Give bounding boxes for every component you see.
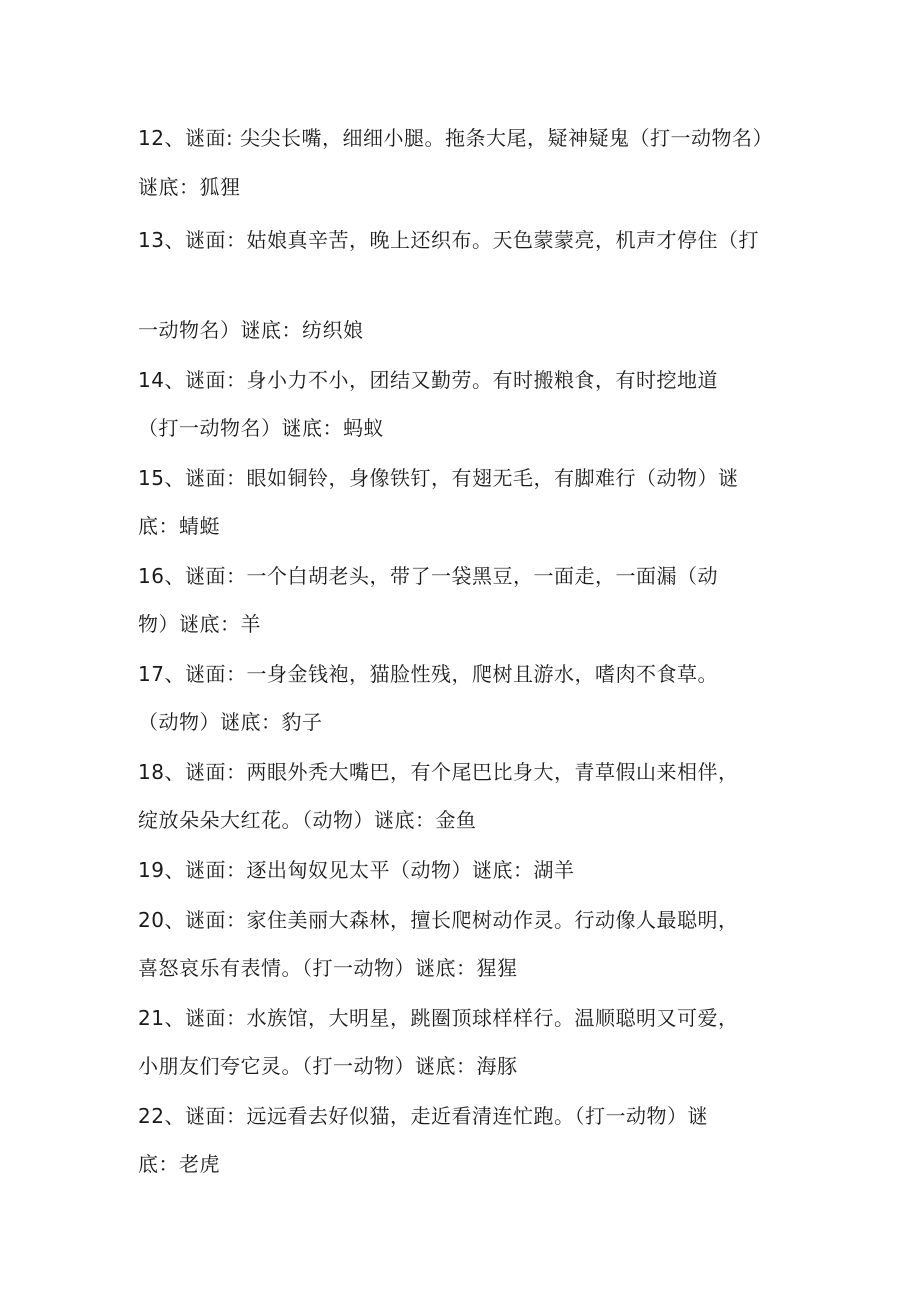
riddle-22-line-2: 底：老虎	[138, 1152, 220, 1176]
riddle-14-line-2: （打一动物名）谜底：蚂蚁	[138, 416, 384, 440]
riddle-21-line-1: 21、谜面：水族馆，大明星，跳圈顶球样样行。温顺聪明又可爱，	[138, 1006, 739, 1030]
riddle-12-line-2: 谜底：狐狸	[138, 175, 241, 199]
riddle-15-line-1: 15、谜面：眼如铜铃，身像铁钉，有翅无毛，有脚难行（动物）谜	[138, 466, 739, 490]
riddle-20-line-1: 20、谜面：家住美丽大森林，擅长爬树动作灵。行动像人最聪明，	[138, 908, 739, 932]
riddle-21-line-2: 小朋友们夸它灵。（打一动物）谜底：海豚	[138, 1054, 518, 1078]
riddle-20-line-2: 喜怒哀乐有表情。（打一动物）谜底：猩猩	[138, 956, 518, 980]
riddle-19-line-1: 19、谜面：逐出匈奴见太平（动物）谜底：湖羊	[138, 858, 575, 882]
riddle-16-line-1: 16、谜面：一个白胡老头，带了一袋黑豆，一面走，一面漏（动	[138, 564, 718, 588]
riddle-12-line-1: 12、谜面: 尖尖长嘴，细细小腿。拖条大尾，疑神疑鬼（打一动物名）	[138, 126, 774, 150]
riddle-13-line-1: 13、谜面：姑娘真辛苦，晚上还织布。天色蒙蒙亮，机声才停住（打	[138, 228, 759, 252]
riddle-16-line-2: 物）谜底：羊	[138, 612, 261, 636]
riddle-15-line-2: 底：蜻蜓	[138, 514, 220, 538]
riddle-18-line-1: 18、谜面：两眼外秃大嘴巴，有个尾巴比身大，青草假山来相伴，	[138, 760, 739, 784]
riddle-22-line-1: 22、谜面：远远看去好似猫，走近看清连忙跑。（打一动物）谜	[138, 1104, 708, 1128]
riddle-17-line-1: 17、谜面：一身金钱袍，猫脸性残，爬树且游水，嗜肉不食草。	[138, 662, 718, 686]
riddle-14-line-1: 14、谜面：身小力不小，团结又勤劳。有时搬粮食，有时挖地道	[138, 368, 718, 392]
riddle-17-line-2: （动物）谜底：豹子	[138, 710, 323, 734]
riddle-18-line-2: 绽放朵朵大红花。（动物）谜底：金鱼	[138, 808, 477, 832]
riddle-13-line-2: 一动物名）谜底：纺织娘	[138, 318, 364, 342]
